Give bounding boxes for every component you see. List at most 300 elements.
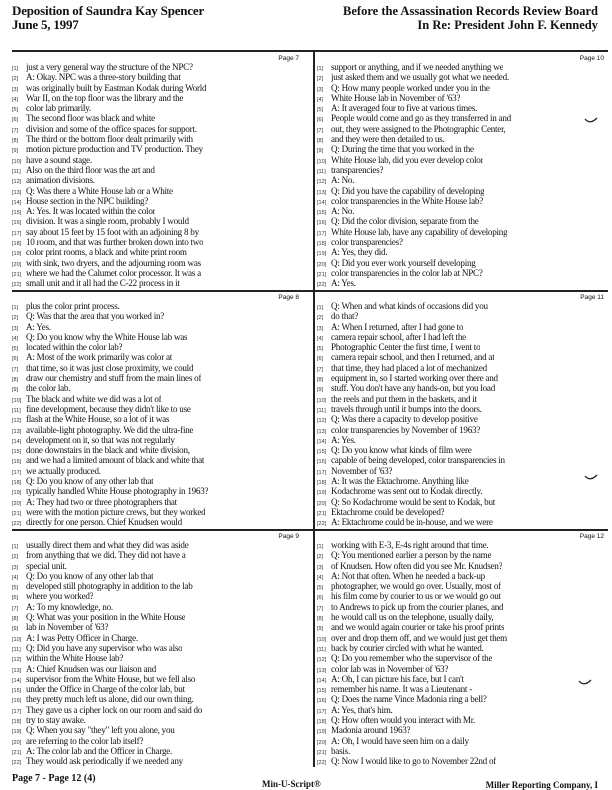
transcript-line <box>12 633 305 643</box>
line-number: [9] <box>317 626 324 633</box>
transcript-line <box>317 103 610 113</box>
line-text: small unit and it all had the C-22 process in it <box>26 278 180 289</box>
transcript-line <box>12 113 305 123</box>
line-text: color lab was in November of '63? <box>331 663 449 674</box>
line-number: [5] <box>12 346 19 353</box>
transcript-line <box>12 311 305 321</box>
line-number: [21] <box>12 749 22 756</box>
line-number: [18] <box>317 480 327 487</box>
transcript-line <box>317 507 610 517</box>
line-text: flash at the White House, so a lot of it was <box>26 414 170 425</box>
line-text: color transparencies by November of 1963? <box>331 424 481 435</box>
line-text: Q: What was your position in the White House <box>26 612 186 623</box>
line-text: They would ask periodically if we needed any <box>26 756 183 767</box>
transcript-line <box>317 373 610 383</box>
transcript-line <box>317 394 610 404</box>
line-text: Q: Was there a White House lab or a White <box>26 185 173 196</box>
line-number: [1] <box>12 544 19 550</box>
line-number: [13] <box>317 428 327 435</box>
line-number: [7] <box>317 127 324 134</box>
line-text: A: Oh, I can picture his face, but I can't <box>331 673 464 684</box>
line-number: [10] <box>317 397 327 404</box>
line-text: equipment in, so I started working over there and <box>331 373 498 384</box>
transcript-line <box>12 414 305 424</box>
line-text: The second floor was black and white <box>26 113 155 124</box>
line-text: from anything that we did. They did not have a <box>26 550 186 561</box>
line-text: supervisor from the White House, but we fell also <box>26 673 196 684</box>
transcript-line <box>317 550 610 560</box>
transcript-page <box>317 292 610 528</box>
line-text: A: I was Petty Officer in Charge. <box>26 632 138 643</box>
line-number: [9] <box>12 626 19 633</box>
line-number: [7] <box>12 605 19 612</box>
line-text: A: Okay. NPC was a three-story building that <box>26 72 181 83</box>
transcript-line <box>317 206 610 216</box>
line-number: [21] <box>317 510 327 517</box>
line-number: [7] <box>12 127 19 134</box>
line-text: A: Yes. <box>331 278 356 289</box>
line-list <box>317 540 610 767</box>
line-list <box>12 62 305 289</box>
transcript-page <box>12 531 305 767</box>
line-text: House section in the NPC building? <box>26 195 149 206</box>
line-text: Q: Do you know what kinds of film were <box>331 445 472 456</box>
line-text: within the White House lab? <box>26 653 124 664</box>
line-number: [11] <box>317 646 326 653</box>
line-text: A: Not that often. When he needed a back-up <box>331 570 485 581</box>
line-number: [7] <box>317 366 324 373</box>
line-text: with sink, two dryers, and the adjourning room was <box>26 257 201 268</box>
line-number: [22] <box>317 521 327 528</box>
line-text: A: Chief Knudsen was our liaison and <box>26 663 156 674</box>
line-text: available-light photography. We did the ultra-fine <box>26 424 194 435</box>
line-number: [2] <box>12 76 19 83</box>
line-number: [8] <box>12 616 19 623</box>
line-number: [15] <box>317 210 327 217</box>
transcript-line <box>317 725 610 735</box>
transcript-line <box>12 756 305 766</box>
line-number: [14] <box>12 438 22 445</box>
line-number: [3] <box>317 325 324 332</box>
line-number: [5] <box>12 585 19 592</box>
line-number: [6] <box>317 356 324 363</box>
line-number: [11] <box>12 407 21 414</box>
line-text: A: To my knowledge, no. <box>26 601 113 612</box>
transcript-line <box>12 62 305 72</box>
transcript-line <box>317 175 610 185</box>
line-list <box>12 301 305 528</box>
line-text: plus the color print process. <box>26 301 120 311</box>
transcript-line <box>317 633 610 643</box>
line-text: transparencies? <box>331 164 384 175</box>
line-text: War II, on the top floor was the library and the <box>26 92 184 103</box>
line-text: color lab primarily. <box>26 103 91 114</box>
line-number: [8] <box>317 377 324 384</box>
page-range: Page 7 - Page 12 (4) <box>12 773 96 784</box>
line-number: [10] <box>12 397 22 404</box>
line-text: 10 room, and that was further broken down into two <box>26 237 204 248</box>
line-number: [13] <box>317 189 327 196</box>
line-number: [18] <box>317 719 327 726</box>
line-number: [12] <box>317 179 327 186</box>
line-number: [3] <box>317 86 324 93</box>
transcript-line <box>317 486 610 496</box>
line-number: [19] <box>12 490 22 497</box>
line-number: [17] <box>317 708 327 715</box>
transcript-line <box>12 383 305 393</box>
line-number: [12] <box>12 657 22 664</box>
transcript-line <box>317 186 610 196</box>
line-number: [17] <box>317 469 327 476</box>
line-text: are referring to the color lab itself? <box>26 735 144 746</box>
transcript-line <box>317 134 610 144</box>
line-text: Q: Did the color division, separate from the <box>331 216 479 227</box>
transcript-line <box>12 612 305 622</box>
line-text: that time, they had placed a lot of mechanized <box>331 362 487 373</box>
line-text: Q: Was that the area that you worked in? <box>26 311 165 322</box>
transcript-line <box>317 643 610 653</box>
line-number: [19] <box>12 251 22 258</box>
line-text: A: Most of the work primarily was color at <box>26 352 173 363</box>
line-text: A: Yes, that's him. <box>331 704 393 715</box>
line-text: A: No. <box>331 206 355 217</box>
transcript-line <box>12 352 305 362</box>
line-text: Q: So Kodachrome would be sent to Kodak, but <box>331 496 496 507</box>
line-text: A: Yes. It was located within the color <box>26 206 156 217</box>
line-number: [6] <box>317 595 324 602</box>
line-text: Q: You mentioned earlier a person by the name <box>331 550 492 561</box>
line-text: November of '63? <box>331 465 393 476</box>
transcript-line <box>12 517 305 527</box>
transcript-line <box>12 445 305 455</box>
line-number: [6] <box>12 356 19 363</box>
line-number: [1] <box>317 66 324 72</box>
line-number: [12] <box>12 418 22 425</box>
transcript-line <box>317 311 610 321</box>
transcript-line <box>12 550 305 560</box>
line-number: [2] <box>317 76 324 83</box>
transcript-line <box>317 247 610 257</box>
line-text: try to stay awake. <box>26 715 86 726</box>
line-text: Q: Did you have the capability of developing <box>331 185 485 196</box>
transcript-line <box>12 581 305 591</box>
transcript-line <box>12 363 305 373</box>
line-number: [9] <box>317 387 324 394</box>
transcript-line <box>317 227 610 237</box>
line-text: and we would again courier or take his proof prints <box>331 622 505 633</box>
transcript-line <box>317 705 610 715</box>
line-text: basis. <box>331 745 350 756</box>
board-title: Before the Assassination Records Review Board <box>343 4 598 18</box>
deponent-title: Deposition of Saundra Kay Spencer <box>12 3 205 18</box>
line-list <box>317 301 610 528</box>
line-number: [2] <box>12 554 19 561</box>
line-number: [16] <box>12 220 22 227</box>
transcript-line <box>12 591 305 601</box>
transcript-line <box>317 715 610 725</box>
line-number: [9] <box>317 148 324 155</box>
line-text: A: They had two or three photographers that <box>26 496 177 507</box>
line-number: [12] <box>12 179 22 186</box>
transcript-line <box>317 466 610 476</box>
line-number: [16] <box>12 698 22 705</box>
line-text: Q: Was there a capacity to develop positive <box>331 414 478 425</box>
line-text: they pretty much left us alone, did our own thing. <box>26 694 194 705</box>
line-text: special unit. <box>26 560 67 571</box>
transcript-page <box>317 531 610 767</box>
transcript-line <box>317 196 610 206</box>
line-text: Q: Now I would like to go to November 22nd of <box>331 756 497 767</box>
transcript-line <box>12 247 305 257</box>
transcript-line <box>317 404 610 414</box>
transcript-line <box>317 455 610 465</box>
line-text: Q: Do you know of any other lab that <box>26 570 154 581</box>
transcript-line <box>317 165 610 175</box>
page-header-right <box>343 4 598 32</box>
transcript-line <box>317 591 610 601</box>
page-number: Page 9 <box>278 533 299 540</box>
transcript-line <box>12 507 305 517</box>
transcript-line <box>12 165 305 175</box>
line-number: [6] <box>317 117 324 124</box>
line-number: [14] <box>12 199 22 206</box>
transcript-line <box>12 653 305 663</box>
transcript-line <box>317 155 610 165</box>
line-text: have a sound stage. <box>26 154 92 165</box>
line-text: of Knudsen. How often did you see Mr. Knudsen? <box>331 560 503 571</box>
line-number: [18] <box>12 241 22 248</box>
line-number: [4] <box>12 574 19 581</box>
transcript-line <box>12 694 305 704</box>
line-text: travels through until it bumps into the doors. <box>331 403 482 414</box>
line-number: [21] <box>12 510 22 517</box>
line-text: capable of being developed, color transparencies in <box>331 455 505 466</box>
transcript-line <box>317 602 610 612</box>
line-number: [14] <box>317 677 327 684</box>
line-text: and we had a limited amount of black and white that <box>26 455 205 466</box>
line-text: A: Yes, they did. <box>331 247 388 258</box>
line-number: [10] <box>317 636 327 643</box>
transcript-line <box>12 103 305 113</box>
transcript-line <box>12 622 305 632</box>
transcript-line <box>12 332 305 342</box>
column-divider <box>313 52 315 767</box>
line-number: [9] <box>12 148 19 155</box>
line-text: typically handled White House photography in 1963? <box>26 486 209 497</box>
line-text: Kodachrome was sent out to Kodak directly. <box>331 486 483 497</box>
line-number: [19] <box>317 729 327 736</box>
line-number: [1] <box>12 305 19 311</box>
line-text: to Andrews to pick up from the courier planes, and <box>331 601 504 612</box>
line-text: Also on the third floor was the art and <box>26 164 155 175</box>
line-text: A: When I returned, after I had gone to <box>331 321 464 332</box>
line-text: Q: Did you have any supervisor who was also <box>26 642 183 653</box>
line-text: that time, so it was just close proximity, we could <box>26 362 194 373</box>
line-number: [19] <box>317 490 327 497</box>
transcript-line <box>317 664 610 674</box>
transcript-line <box>12 175 305 185</box>
line-text: Q: Did you ever work yourself developing <box>331 257 476 268</box>
line-text: Photographic Center the first time, I went to <box>331 342 481 353</box>
line-text: done downstairs in the black and white division, <box>26 445 190 456</box>
line-text: back by courier circled with what he wanted. <box>331 642 484 653</box>
line-number: [11] <box>12 646 21 653</box>
transcript-line <box>317 301 610 311</box>
checkmark-icon <box>578 679 592 687</box>
line-number: [20] <box>317 261 327 268</box>
transcript-line <box>12 476 305 486</box>
transcript-line <box>317 684 610 694</box>
line-number: [7] <box>317 605 324 612</box>
line-number: [12] <box>317 418 327 425</box>
transcript-line <box>317 571 610 581</box>
line-text: A: Yes. <box>26 321 51 332</box>
line-text: Q: Do you know of any other lab that <box>26 476 154 487</box>
line-text: development on it, so that was not regularly <box>26 434 175 445</box>
line-text: color transparencies in the White House lab? <box>331 195 483 206</box>
line-text: Q: When and what kinds of occasions did you <box>331 301 488 311</box>
line-number: [12] <box>317 657 327 664</box>
line-number: [20] <box>317 500 327 507</box>
transcript-line <box>12 715 305 725</box>
line-number: [5] <box>12 107 19 114</box>
line-text: Ektachrome could be developed? <box>331 506 445 517</box>
line-text: we actually produced. <box>26 465 101 476</box>
line-number: [17] <box>12 230 22 237</box>
line-number: [2] <box>317 554 324 561</box>
line-text: the reels and put them in the baskets, and it <box>331 393 477 404</box>
transcript-line <box>12 705 305 715</box>
transcript-line <box>317 622 610 632</box>
transcript-line <box>317 756 610 766</box>
line-number: [22] <box>317 282 327 289</box>
line-number: [11] <box>317 407 326 414</box>
transcript-line <box>317 694 610 704</box>
line-text: Q: During the time that you worked in the <box>331 144 474 155</box>
transcript-line <box>317 72 610 82</box>
line-text: he would call us on the telephone, usually daily, <box>331 612 494 623</box>
line-text: Q: Do you know why the White House lab was <box>26 331 188 342</box>
transcript-line <box>317 581 610 591</box>
transcript-line <box>317 237 610 247</box>
line-text: Q: When you say "they" left you alone, you <box>26 725 175 736</box>
line-number: [4] <box>317 574 324 581</box>
transcript-line <box>12 435 305 445</box>
transcript-line <box>12 455 305 465</box>
line-number: [10] <box>317 158 327 165</box>
line-number: [7] <box>12 366 19 373</box>
line-number: [18] <box>12 719 22 726</box>
line-number: [15] <box>317 449 327 456</box>
line-number: [5] <box>317 346 324 353</box>
line-number: [22] <box>12 521 22 528</box>
line-number: [6] <box>12 595 19 602</box>
line-number: [14] <box>317 199 327 206</box>
transcript-line <box>317 746 610 756</box>
line-text: under the Office in Charge of the color lab, but <box>26 684 185 695</box>
line-number: [10] <box>12 636 22 643</box>
transcript-line <box>12 373 305 383</box>
line-number: [18] <box>12 480 22 487</box>
line-text: White House lab, did you ever develop color <box>331 154 484 165</box>
transcript-line <box>12 725 305 735</box>
line-number: [8] <box>317 138 324 145</box>
transcript-page <box>12 53 305 289</box>
line-text: where you worked? <box>26 591 94 602</box>
transcript-line <box>12 540 305 550</box>
transcript-line <box>12 394 305 404</box>
line-number: [4] <box>317 335 324 342</box>
transcript-line <box>317 476 610 486</box>
line-number: [8] <box>317 616 324 623</box>
line-text: Madonia around 1963? <box>331 725 411 736</box>
line-text: Q: Does the name Vince Madonia ring a bell? <box>331 694 487 705</box>
line-text: photographer, we would go over. Usually, most of <box>331 581 501 592</box>
transcript-line <box>12 746 305 756</box>
line-number: [15] <box>12 449 22 456</box>
transcript-line <box>12 643 305 653</box>
line-text: A: Yes. <box>331 434 356 445</box>
transcript-line <box>12 466 305 476</box>
transcript-line <box>317 435 610 445</box>
transcript-line <box>12 134 305 144</box>
line-number: [2] <box>317 315 324 322</box>
transcript-line <box>12 602 305 612</box>
transcript-line <box>317 144 610 154</box>
line-number: [21] <box>317 271 327 278</box>
transcript-line <box>317 124 610 134</box>
line-text: draw our chemistry and stuff from the main lines of <box>26 373 202 384</box>
line-text: over and drop them off, and we would just get them <box>331 632 507 643</box>
line-number: [3] <box>12 564 19 571</box>
transcript-line <box>12 196 305 206</box>
line-number: [16] <box>317 220 327 227</box>
transcript-line <box>317 258 610 268</box>
line-number: [1] <box>317 544 324 550</box>
transcript-line <box>317 383 610 393</box>
transcript-line <box>317 674 610 684</box>
line-number: [14] <box>12 677 22 684</box>
transcript-line <box>12 486 305 496</box>
line-number: [13] <box>12 667 22 674</box>
transcript-page <box>12 292 305 528</box>
line-number: [1] <box>317 305 324 311</box>
line-text: White House lab in November of '63? <box>331 92 461 103</box>
transcript-line <box>12 186 305 196</box>
line-text: usually direct them and what they did was aside <box>26 540 189 550</box>
transcript-line <box>317 517 610 527</box>
transcript-line <box>12 72 305 82</box>
transcript-line <box>12 258 305 268</box>
line-number: [4] <box>317 96 324 103</box>
line-number: [5] <box>317 107 324 114</box>
line-text: fine development, because they didn't like to use <box>26 403 191 414</box>
line-text: just a very general way the structure of the NPC? <box>26 62 193 72</box>
transcript-line <box>317 414 610 424</box>
transcript-line <box>12 278 305 288</box>
line-number: [3] <box>317 564 324 571</box>
transcript-line <box>12 684 305 694</box>
transcript-line <box>317 216 610 226</box>
line-text: just asked them and we usually got what we needed. <box>331 72 509 83</box>
transcript-line <box>317 278 610 288</box>
case-title: In Re: President John F. Kennedy <box>417 18 598 32</box>
line-number: [16] <box>12 459 22 466</box>
page-number: Page 8 <box>278 294 299 301</box>
transcript-line <box>317 612 610 622</box>
line-number: [5] <box>317 585 324 592</box>
line-number: [20] <box>12 739 22 746</box>
